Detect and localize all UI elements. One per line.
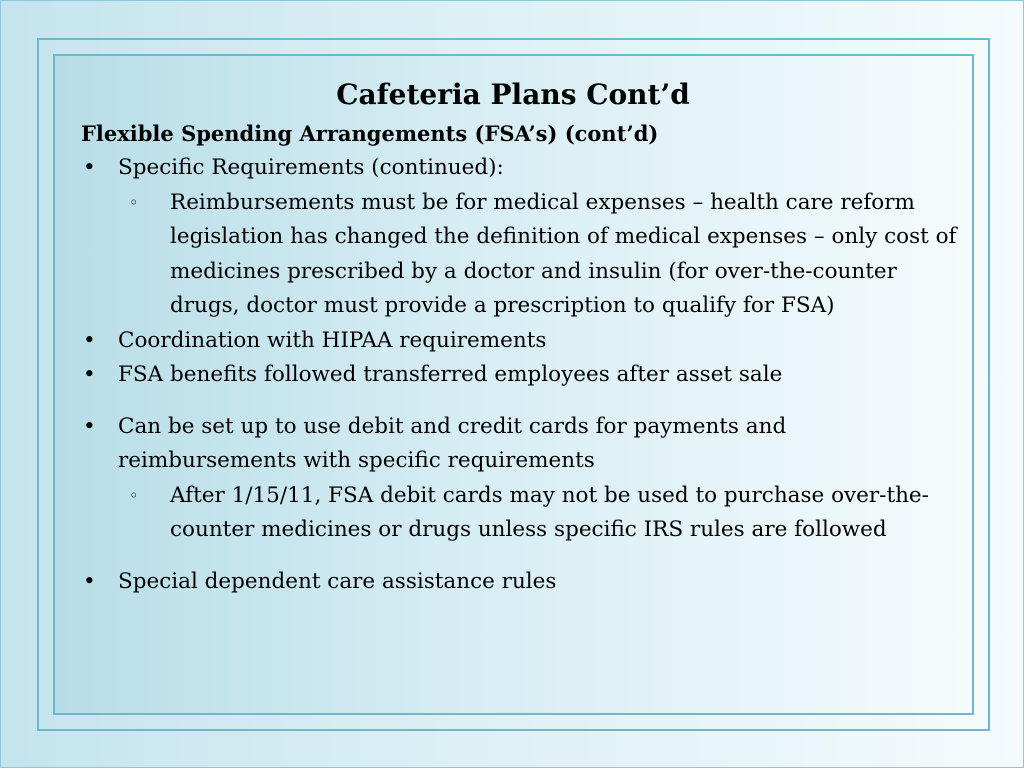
bullet-item <box>81 565 961 600</box>
bullet-marker: • <box>83 155 96 180</box>
bullet-marker: • <box>83 327 96 353</box>
bullet-text: Can be set up to use debit and credit cards for payments and reimbursements with specific requirements <box>118 413 787 473</box>
bullet-item <box>81 324 961 359</box>
slide-title: Cafeteria Plans Cont’d <box>336 78 690 111</box>
sub-bullet-item <box>81 186 961 324</box>
bullet-text: Special dependent care assistance rules <box>118 568 557 594</box>
sub-bullet-item <box>81 479 961 548</box>
bullet-marker: • <box>83 362 96 387</box>
slide-subtitle: Flexible Spending Arrangements (FSA’s) (cont’d) <box>81 121 659 146</box>
bullet-text: Specific Requirements (continued): <box>118 155 504 180</box>
bullet-list <box>81 151 961 599</box>
bullet-text: Coordination with HIPAA requirements <box>118 327 547 353</box>
sub-bullet-marker: ◦ <box>129 192 139 212</box>
bullet-marker: • <box>83 413 96 439</box>
sub-bullet-text: After 1/15/11, FSA debit cards may not be used to purchase over-the-counter medicines or drugs unless specific IRS rules are followed <box>170 482 929 542</box>
bullet-item <box>81 358 961 393</box>
bullet-item <box>81 151 961 186</box>
bullet-item <box>81 410 961 479</box>
bullet-marker: • <box>83 568 96 594</box>
sub-bullet-marker: ◦ <box>129 485 139 505</box>
sub-bullet-text: Reimbursements must be for medical expenses – health care reform legislation has changed the definition of medical expenses – only cost of medicines prescribed by a doctor and insulin (for over-the-counter drugs, doctor must provide a prescription to qualify for FSA) <box>170 189 957 318</box>
bullet-text: FSA benefits followed transferred employees after asset sale <box>118 362 783 387</box>
